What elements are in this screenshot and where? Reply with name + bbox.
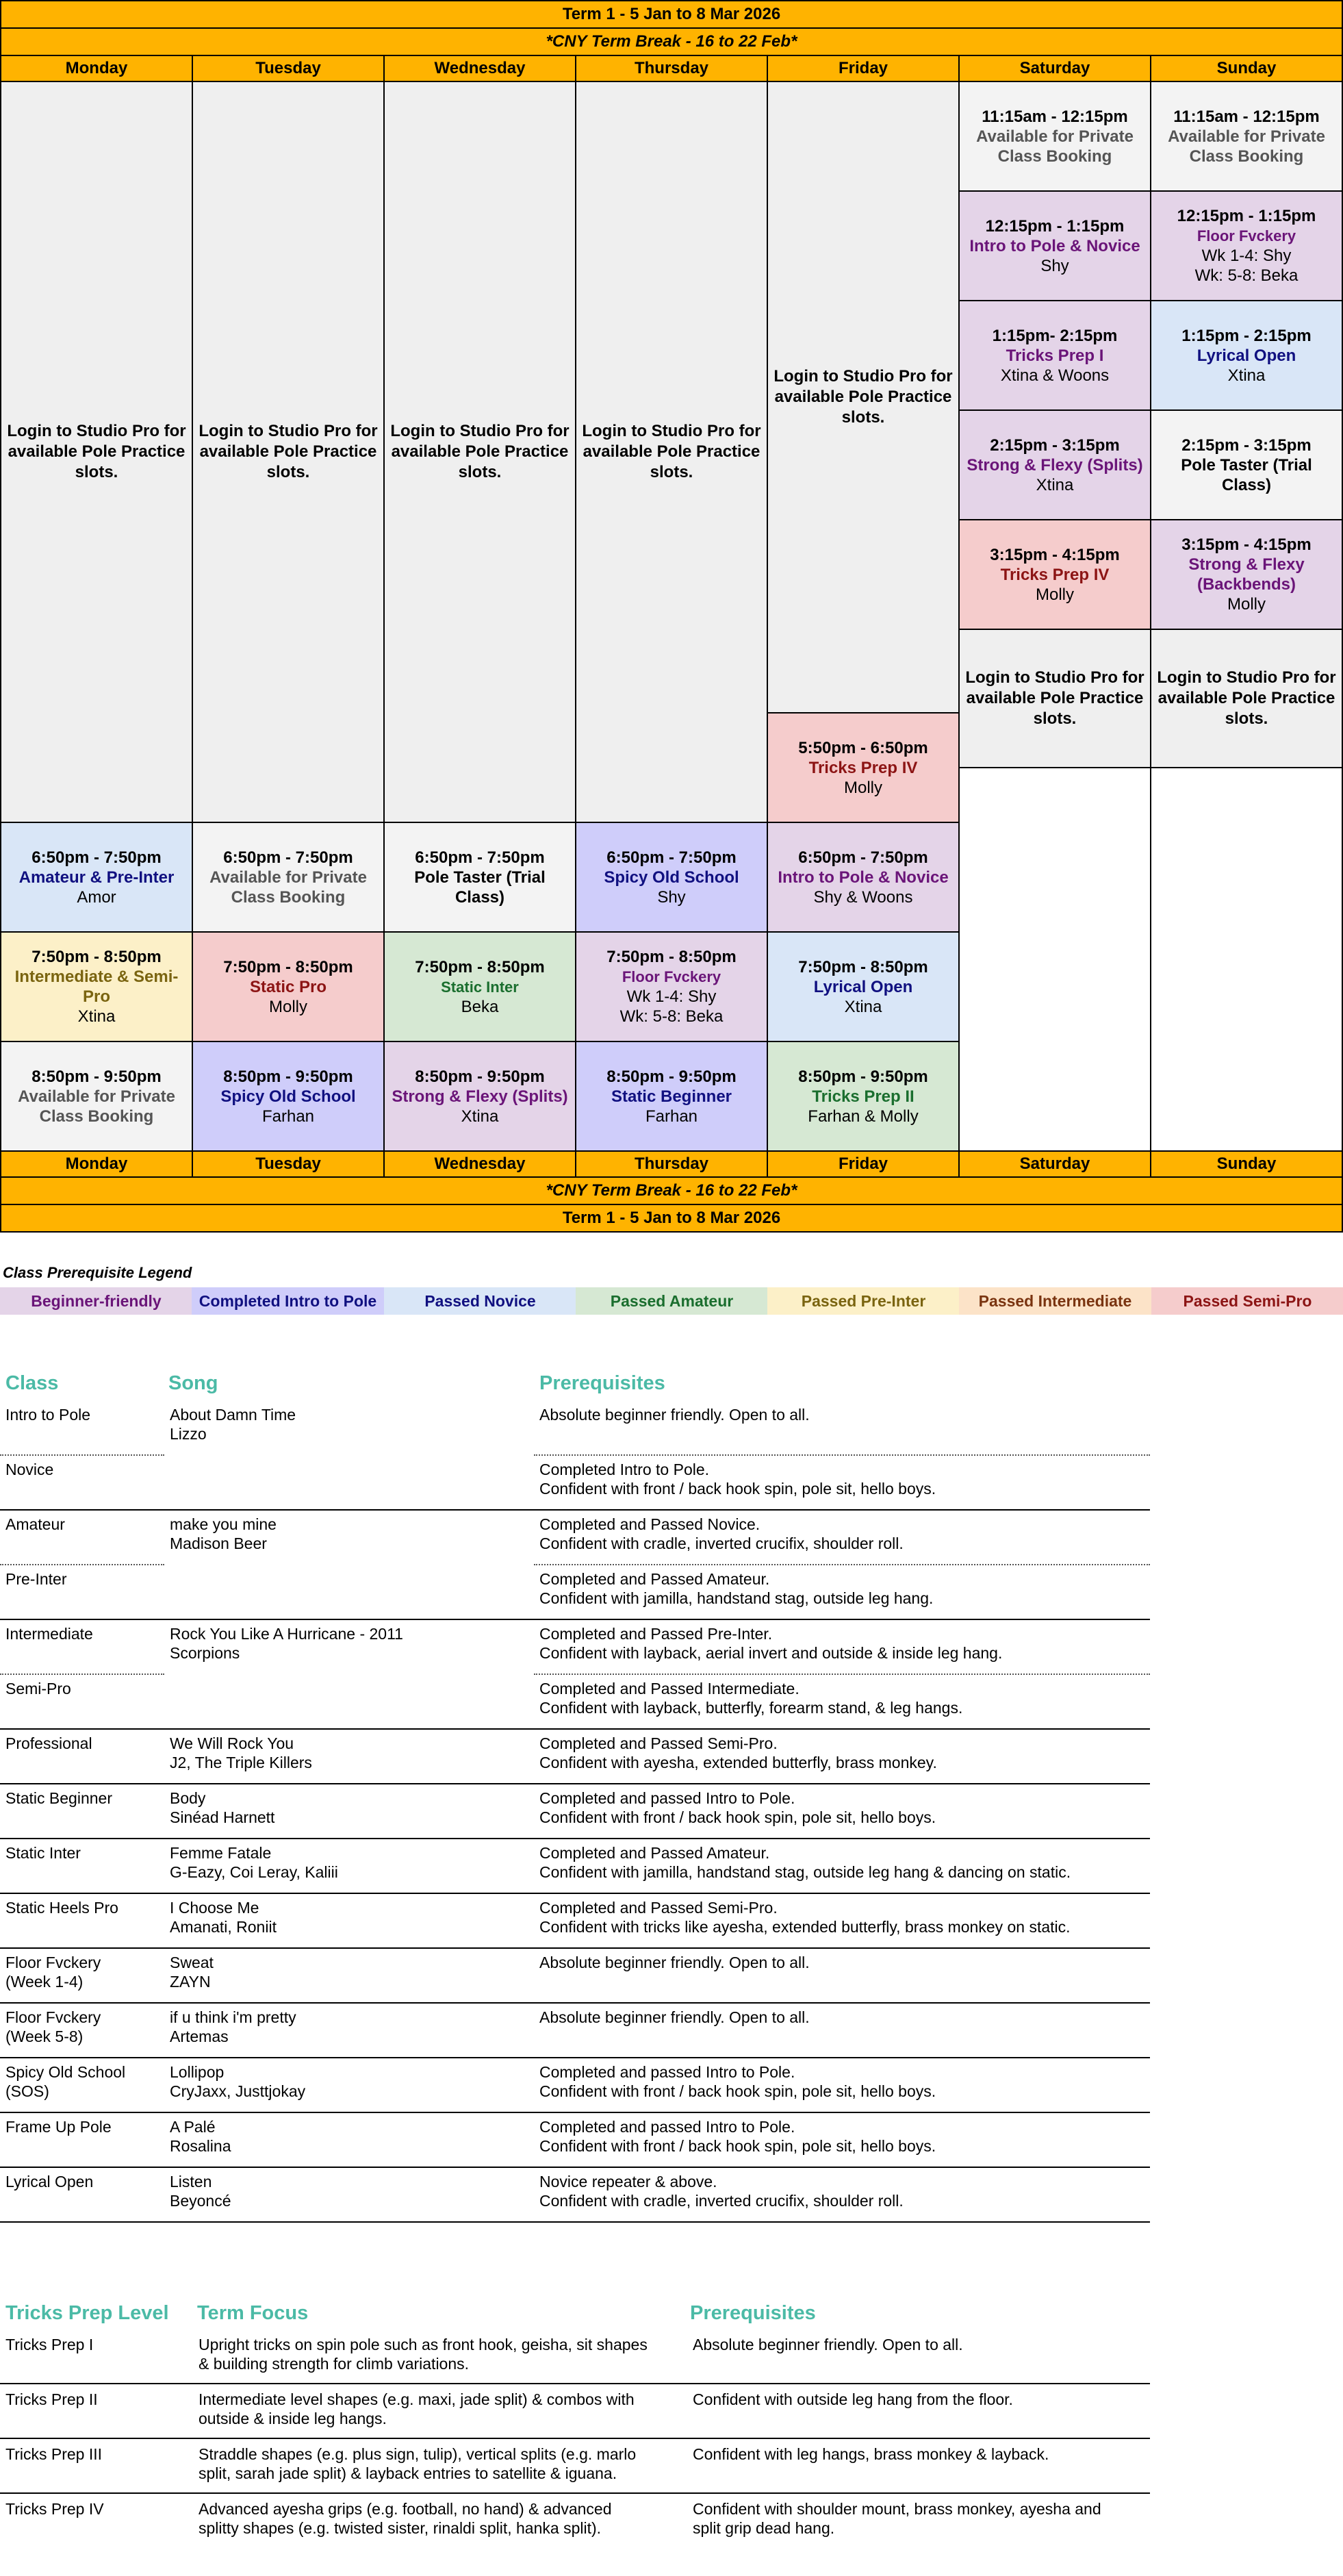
login-block-tuesday: [192, 81, 385, 823]
prereq-main: Completed and Passed Amateur.: [539, 1570, 770, 1588]
class-header: Class: [5, 1372, 59, 1394]
prereq-detail: Confident with cradle, inverted crucifix, shoulder roll.: [539, 2192, 904, 2210]
slot-instructor: Shy & Woons: [813, 887, 913, 907]
song-artist: Beyoncé: [170, 2192, 231, 2210]
slot-instructor: Beka: [461, 997, 499, 1016]
login-block-friday: [767, 81, 960, 714]
song-artist: J2, The Triple Killers: [170, 1754, 312, 1771]
slot-thursday-1: [575, 822, 768, 933]
tricks-prereq: Confident with shoulder mount, brass monkey, ayesha and: [693, 2500, 1101, 2518]
slot-class: Floor Fvckery: [622, 968, 721, 985]
slot-instructor: Wk 1-4: Shy: [626, 987, 717, 1006]
prereq-main: Completed and Passed Semi-Pro.: [539, 1899, 778, 1917]
day-footer-friday: Friday: [767, 1150, 960, 1178]
slot-tuesday-3: [192, 1041, 385, 1152]
row-divider: [0, 1838, 1150, 1839]
slot-instructor: Molly: [1227, 595, 1266, 614]
slot-tuesday-1: [192, 822, 385, 933]
slot-saturday-5: [958, 519, 1151, 630]
song-artist: G-Eazy, Coi Leray, Kaliii: [170, 1863, 338, 1881]
class-name: Floor Fvckery: [5, 1954, 101, 1971]
song-header: Song: [168, 1372, 218, 1394]
slot-saturday-3: [958, 300, 1151, 411]
song-artist: Amanati, Roniit: [170, 1918, 277, 1936]
legend-item: Passed Amateur: [576, 1287, 768, 1315]
prereq-detail: Confident with front / back hook spin, pole sit, hello boys.: [539, 1480, 936, 1498]
break-banner-top: *CNY Term Break - 16 to 22 Feb*: [0, 27, 1343, 56]
slot-time: 8:50pm - 9:50pm: [798, 1067, 928, 1086]
slot-friday-1: [767, 712, 960, 823]
slot-class: Strong & Flexy (Splits): [392, 1087, 568, 1106]
row-divider: [0, 2002, 1150, 2004]
slot-class: Floor Fvckery: [1197, 227, 1296, 244]
row-divider: [0, 2383, 1150, 2384]
legend-item: Passed Pre-Inter: [767, 1287, 960, 1315]
slot-sunday-5: [1150, 519, 1343, 630]
song-title: Sweat: [170, 1954, 214, 1971]
slot-time: 12:15pm - 1:15pm: [985, 216, 1125, 236]
slot-class: Intro to Pole & Novice: [778, 868, 949, 887]
prereq-main: Completed and Passed Novice.: [539, 1515, 760, 1533]
tricks-level-header: Tricks Prep Level: [5, 2302, 169, 2324]
slot-time: 8:50pm - 9:50pm: [606, 1067, 737, 1086]
prereq-detail: Confident with layback, butterfly, forearm stand, & leg hangs.: [539, 1699, 963, 1717]
legend-item: Passed Intermediate: [959, 1287, 1151, 1315]
slot-friday-3: [767, 931, 960, 1042]
prereq-main: Completed and Passed Semi-Pro.: [539, 1734, 778, 1752]
slot-class: Spicy Old School: [604, 868, 739, 887]
tricks-prereq-2: split grip dead hang.: [693, 2519, 835, 2537]
slot-saturday-2: [958, 190, 1151, 301]
slot-time: 7:50pm - 8:50pm: [606, 948, 737, 966]
slot-class: Available for Private Class Booking: [209, 868, 367, 907]
prereq-detail: Confident with jamilla, handstand stag, outside leg hang.: [539, 1589, 934, 1607]
class-name: Amateur: [5, 1515, 65, 1533]
day-header-monday: Monday: [0, 55, 193, 82]
song-title: Femme Fatale: [170, 1844, 272, 1862]
legend-title: Class Prerequisite Legend: [3, 1264, 192, 1281]
tricks-focus: Upright tricks on spin pole such as front hook, geisha, sit shapes: [199, 2336, 648, 2353]
slot-saturday-4: [958, 409, 1151, 520]
slot-time: 2:15pm - 3:15pm: [990, 435, 1120, 455]
class-name-sub: (SOS): [5, 2082, 49, 2100]
login-text: Login to Studio Pro for available Pole Practice slots.: [7, 422, 186, 481]
slot-time: 7:50pm - 8:50pm: [223, 957, 353, 976]
row-divider: [0, 1619, 1150, 1620]
slot-time: 6:50pm - 7:50pm: [31, 848, 162, 867]
class-name: Static Beginner: [5, 1789, 112, 1807]
class-name: Floor Fvckery: [5, 2008, 101, 2026]
slot-time: 7:50pm - 8:50pm: [798, 957, 928, 976]
song-artist: Artemas: [170, 2028, 229, 2045]
prereq-main: Completed and passed Intro to Pole.: [539, 1789, 795, 1807]
login-block-monday: [0, 81, 193, 823]
class-name: Semi-Pro: [5, 1680, 71, 1697]
slot-instructor: Shy: [657, 887, 686, 907]
prereq-detail: Confident with front / back hook spin, pole sit, hello boys.: [539, 2082, 936, 2100]
slot-saturday-1: [958, 81, 1151, 192]
slot-wednesday-3: [383, 1041, 576, 1152]
row-divider: [0, 1947, 1150, 1949]
prereq-main: Completed Intro to Pole.: [539, 1461, 710, 1478]
row-divider: [0, 2492, 1150, 2494]
song-title: We Will Rock You: [170, 1734, 294, 1752]
slot-instructor: Xtina & Woons: [1000, 366, 1110, 385]
song-artist: Scorpions: [170, 1644, 240, 1662]
prereq-main: Novice repeater & above.: [539, 2173, 717, 2190]
slot-friday-2: [767, 822, 960, 933]
slot-time: 8:50pm - 9:50pm: [223, 1067, 353, 1086]
row-divider: [0, 1783, 1150, 1784]
row-divider: [0, 1674, 164, 1675]
slot-instructor-2: Wk: 5-8: Beka: [1194, 266, 1299, 285]
prereq-main: Completed and passed Intro to Pole.: [539, 2063, 795, 2081]
login-block-saturday: [958, 629, 1151, 768]
prereq-detail: Confident with cradle, inverted crucifix, shoulder roll.: [539, 1535, 904, 1552]
login-text: Login to Studio Pro for available Pole Practice slots.: [199, 422, 378, 481]
slot-instructor: Farhan & Molly: [808, 1107, 919, 1126]
slot-time: 12:15pm - 1:15pm: [1177, 207, 1316, 225]
song-title: Lollipop: [170, 2063, 225, 2081]
slot-class: Tricks Prep IV: [808, 758, 918, 777]
slot-class: Spicy Old School: [220, 1087, 356, 1106]
slot-instructor: Wk 1-4: Shy: [1201, 247, 1292, 265]
term-banner-top: Term 1 - 5 Jan to 8 Mar 2026: [0, 0, 1343, 29]
prereq-detail: Confident with tricks like ayesha, extended butterfly, brass monkey on static.: [539, 1918, 1071, 1936]
slot-monday-3: [0, 1041, 193, 1152]
slot-class: Tricks Prep II: [812, 1087, 914, 1106]
tricks-focus-2: outside & inside leg hangs.: [199, 2410, 387, 2427]
day-footer-saturday: Saturday: [958, 1150, 1151, 1178]
slot-class: Strong & Flexy (Splits): [967, 455, 1143, 475]
row-divider: [0, 1893, 1150, 1894]
login-text: Login to Studio Pro for available Pole Practice slots.: [582, 422, 761, 481]
class-name: Lyrical Open: [5, 2173, 94, 2190]
slot-class: Strong & Flexy (Backbends): [1188, 555, 1305, 594]
prereq-detail: Confident with jamilla, handstand stag, outside leg hang & dancing on static.: [539, 1863, 1071, 1881]
legend-item: Passed Novice: [384, 1287, 576, 1315]
slot-instructor: Xtina: [1227, 366, 1266, 385]
timetable: [0, 0, 1343, 1234]
slot-sunday-4: [1150, 409, 1343, 520]
slot-friday-4: [767, 1041, 960, 1152]
slot-sunday-1: [1150, 81, 1343, 192]
slot-class: Available for Private Class Booking: [1168, 127, 1325, 166]
row-divider: [0, 1454, 164, 1456]
slot-time: 11:15am - 12:15pm: [982, 107, 1128, 126]
slot-class: Amateur & Pre-Inter: [18, 868, 175, 887]
slot-time: 1:15pm - 2:15pm: [1181, 326, 1312, 345]
tricks-level: Tricks Prep III: [5, 2445, 102, 2463]
slot-class: Pole Taster (Trial Class): [414, 868, 546, 907]
tricks-level: Tricks Prep IV: [5, 2500, 104, 2518]
song-artist: ZAYN: [170, 1973, 211, 1991]
slot-class: Static Beginner: [611, 1087, 732, 1106]
class-name: Intermediate: [5, 1625, 93, 1643]
day-footer-thursday: Thursday: [575, 1150, 768, 1178]
slot-class: Intro to Pole & Novice: [969, 236, 1140, 255]
slot-class: Static Inter: [441, 978, 519, 996]
login-text: Login to Studio Pro for available Pole Practice slots.: [773, 367, 953, 427]
login-text: Login to Studio Pro for available Pole Practice slots.: [965, 668, 1144, 728]
login-block-wednesday: [383, 81, 576, 823]
tricks-prereq: Absolute beginner friendly. Open to all.: [693, 2336, 963, 2353]
slot-class: Pole Taster (Trial Class): [1181, 455, 1312, 494]
prereq-detail: Confident with ayesha, extended butterfly, brass monkey.: [539, 1754, 937, 1771]
song-artist: Lizzo: [170, 1425, 207, 1443]
slot-instructor-2: Wk: 5-8: Beka: [619, 1007, 724, 1026]
slot-class: Intermediate & Semi-Pro: [14, 968, 179, 1006]
prereq-main: Completed and Passed Intermediate.: [539, 1680, 800, 1697]
row-divider: [534, 1564, 1150, 1565]
slot-time: 7:50pm - 8:50pm: [31, 948, 162, 966]
tricks-level: Tricks Prep II: [5, 2390, 98, 2408]
slot-thursday-2: [575, 931, 768, 1042]
slot-class: Tricks Prep IV: [1000, 565, 1110, 584]
slot-instructor: Xtina: [461, 1107, 499, 1126]
row-divider: [534, 1674, 1150, 1675]
slot-class: Lyrical Open: [813, 977, 913, 996]
slot-instructor: Xtina: [844, 997, 882, 1016]
song-title: Rock You Like A Hurricane - 2011: [170, 1625, 403, 1643]
row-divider: [0, 2438, 1150, 2439]
row-divider: [0, 1728, 1150, 1730]
slot-time: 3:15pm - 4:15pm: [990, 545, 1120, 564]
slot-instructor: Farhan: [645, 1107, 698, 1126]
row-divider: [0, 1509, 1150, 1511]
slot-class: Available for Private Class Booking: [976, 127, 1134, 166]
tricks-prereq-header: Prerequisites: [690, 2302, 816, 2324]
slot-instructor: Xtina: [77, 1007, 116, 1026]
login-text: Login to Studio Pro for available Pole Practice slots.: [1157, 668, 1336, 728]
slot-class: Available for Private Class Booking: [18, 1087, 175, 1126]
slot-time: 7:50pm - 8:50pm: [415, 957, 545, 976]
prereq-main: Completed and passed Intro to Pole.: [539, 2118, 795, 2136]
day-footer-tuesday: Tuesday: [192, 1150, 385, 1178]
prereq-main: Absolute beginner friendly. Open to all.: [539, 1406, 810, 1424]
login-block-sunday: [1150, 629, 1343, 768]
song-title: About Damn Time: [170, 1406, 296, 1424]
song-title: if u think i'm pretty: [170, 2008, 296, 2026]
day-header-saturday: Saturday: [958, 55, 1151, 82]
song-title: Listen: [170, 2173, 212, 2190]
slot-time: 1:15pm- 2:15pm: [992, 326, 1118, 345]
tricks-prereq: Confident with leg hangs, brass monkey & layback.: [693, 2445, 1049, 2463]
prereq-main: Absolute beginner friendly. Open to all.: [539, 2008, 810, 2026]
class-name: Novice: [5, 1461, 54, 1478]
row-divider: [0, 2057, 1150, 2058]
class-name-sub: (Week 1-4): [5, 1973, 84, 1991]
legend-item: Beginner-friendly: [0, 1287, 192, 1315]
tricks-focus-header: Term Focus: [197, 2302, 309, 2324]
prereq-main: Completed and Passed Pre-Inter.: [539, 1625, 773, 1643]
slot-time: 11:15am - 12:15pm: [1173, 107, 1320, 126]
slot-time: 6:50pm - 7:50pm: [415, 848, 545, 867]
tricks-prereq: Confident with outside leg hang from the floor.: [693, 2390, 1013, 2408]
song-title: A Palé: [170, 2118, 216, 2136]
class-name: Frame Up Pole: [5, 2118, 112, 2136]
class-name: Static Inter: [5, 1844, 81, 1862]
slot-instructor: Amor: [77, 887, 116, 907]
tricks-focus: Intermediate level shapes (e.g. maxi, jade split) & combos with: [199, 2390, 635, 2408]
slot-sunday-2: [1150, 190, 1343, 301]
slot-instructor: Farhan: [261, 1107, 315, 1126]
slot-class: Static Pro: [249, 977, 327, 996]
day-header-sunday: Sunday: [1150, 55, 1343, 82]
class-name: Pre-Inter: [5, 1570, 67, 1588]
slot-time: 8:50pm - 9:50pm: [415, 1067, 545, 1086]
tricks-level: Tricks Prep I: [5, 2336, 94, 2353]
slot-time: 2:15pm - 3:15pm: [1181, 435, 1312, 455]
prereq-detail: Confident with layback, aerial invert and outside & inside leg hang.: [539, 1644, 1003, 1662]
empty-block-saturday: [958, 767, 1151, 1152]
song-artist: CryJaxx, Justtjokay: [170, 2082, 306, 2100]
row-divider: [0, 2112, 1150, 2113]
login-text: Login to Studio Pro for available Pole Practice slots.: [390, 422, 570, 481]
class-name: Professional: [5, 1734, 92, 1752]
day-footer-monday: Monday: [0, 1150, 193, 1178]
row-divider: [534, 1454, 1150, 1456]
slot-time: 3:15pm - 4:15pm: [1181, 535, 1312, 554]
day-header-tuesday: Tuesday: [192, 55, 385, 82]
tricks-focus: Advanced ayesha grips (e.g. football, no hand) & advanced: [199, 2500, 612, 2518]
slot-monday-2: [0, 931, 193, 1042]
day-header-friday: Friday: [767, 55, 960, 82]
legend-item: Passed Semi-Pro: [1151, 1287, 1343, 1315]
slot-wednesday-1: [383, 822, 576, 933]
song-title: I Choose Me: [170, 1899, 259, 1917]
class-name-sub: (Week 5-8): [5, 2028, 84, 2045]
slot-wednesday-2: [383, 931, 576, 1042]
slot-time: 8:50pm - 9:50pm: [31, 1067, 162, 1086]
slot-monday-1: [0, 822, 193, 933]
slot-instructor: Molly: [1035, 585, 1074, 604]
tricks-focus-2: split, sarah jade split) & layback entries to satellite & iguana.: [199, 2464, 617, 2482]
day-header-thursday: Thursday: [575, 55, 768, 82]
tricks-focus-2: splitty shapes (e.g. twisted sister, rinaldi split, hanka split).: [199, 2519, 602, 2537]
class-name: Static Heels Pro: [5, 1899, 118, 1917]
slot-tuesday-2: [192, 931, 385, 1042]
login-block-thursday: [575, 81, 768, 823]
slot-instructor: Xtina: [1036, 475, 1074, 494]
slot-instructor: Shy: [1040, 256, 1069, 275]
slot-thursday-3: [575, 1041, 768, 1152]
prereq-main: Absolute beginner friendly. Open to all.: [539, 1954, 810, 1971]
song-artist: Rosalina: [170, 2137, 231, 2155]
slot-time: 6:50pm - 7:50pm: [223, 848, 353, 867]
song-artist: Madison Beer: [170, 1535, 267, 1552]
row-divider: [0, 2167, 1150, 2168]
tricks-focus: Straddle shapes (e.g. plus sign, tulip), vertical splits (e.g. marlo: [199, 2445, 637, 2463]
prereq-header: Prerequisites: [539, 1372, 665, 1394]
prereq-detail: Confident with front / back hook spin, pole sit, hello boys.: [539, 2137, 936, 2155]
break-banner-bottom: *CNY Term Break - 16 to 22 Feb*: [0, 1176, 1343, 1205]
class-name: Spicy Old School: [5, 2063, 126, 2081]
slot-time: 5:50pm - 6:50pm: [798, 738, 928, 757]
slot-class: Lyrical Open: [1197, 346, 1296, 365]
term-banner-bottom: Term 1 - 5 Jan to 8 Mar 2026: [0, 1204, 1343, 1233]
legend-item: Completed Intro to Pole: [192, 1287, 384, 1315]
tricks-focus-2: & building strength for climb variations.: [199, 2355, 470, 2373]
song-title: make you mine: [170, 1515, 277, 1533]
day-header-wednesday: Wednesday: [383, 55, 576, 82]
row-divider: [0, 2221, 1150, 2223]
slot-time: 6:50pm - 7:50pm: [798, 848, 928, 867]
class-name: Intro to Pole: [5, 1406, 91, 1424]
song-artist: Sinéad Harnett: [170, 1808, 275, 1826]
song-title: Body: [170, 1789, 206, 1807]
empty-block-sunday: [1150, 767, 1343, 1152]
day-footer-sunday: Sunday: [1150, 1150, 1343, 1178]
slot-time: 6:50pm - 7:50pm: [606, 848, 737, 867]
slot-instructor: Molly: [843, 778, 882, 797]
slot-instructor: Molly: [268, 997, 307, 1016]
prereq-detail: Confident with front / back hook spin, pole sit, hello boys.: [539, 1808, 936, 1826]
slot-sunday-3: [1150, 300, 1343, 411]
day-footer-wednesday: Wednesday: [383, 1150, 576, 1178]
row-divider: [0, 1564, 164, 1565]
slot-class: Tricks Prep I: [1006, 346, 1104, 365]
prereq-main: Completed and Passed Amateur.: [539, 1844, 770, 1862]
